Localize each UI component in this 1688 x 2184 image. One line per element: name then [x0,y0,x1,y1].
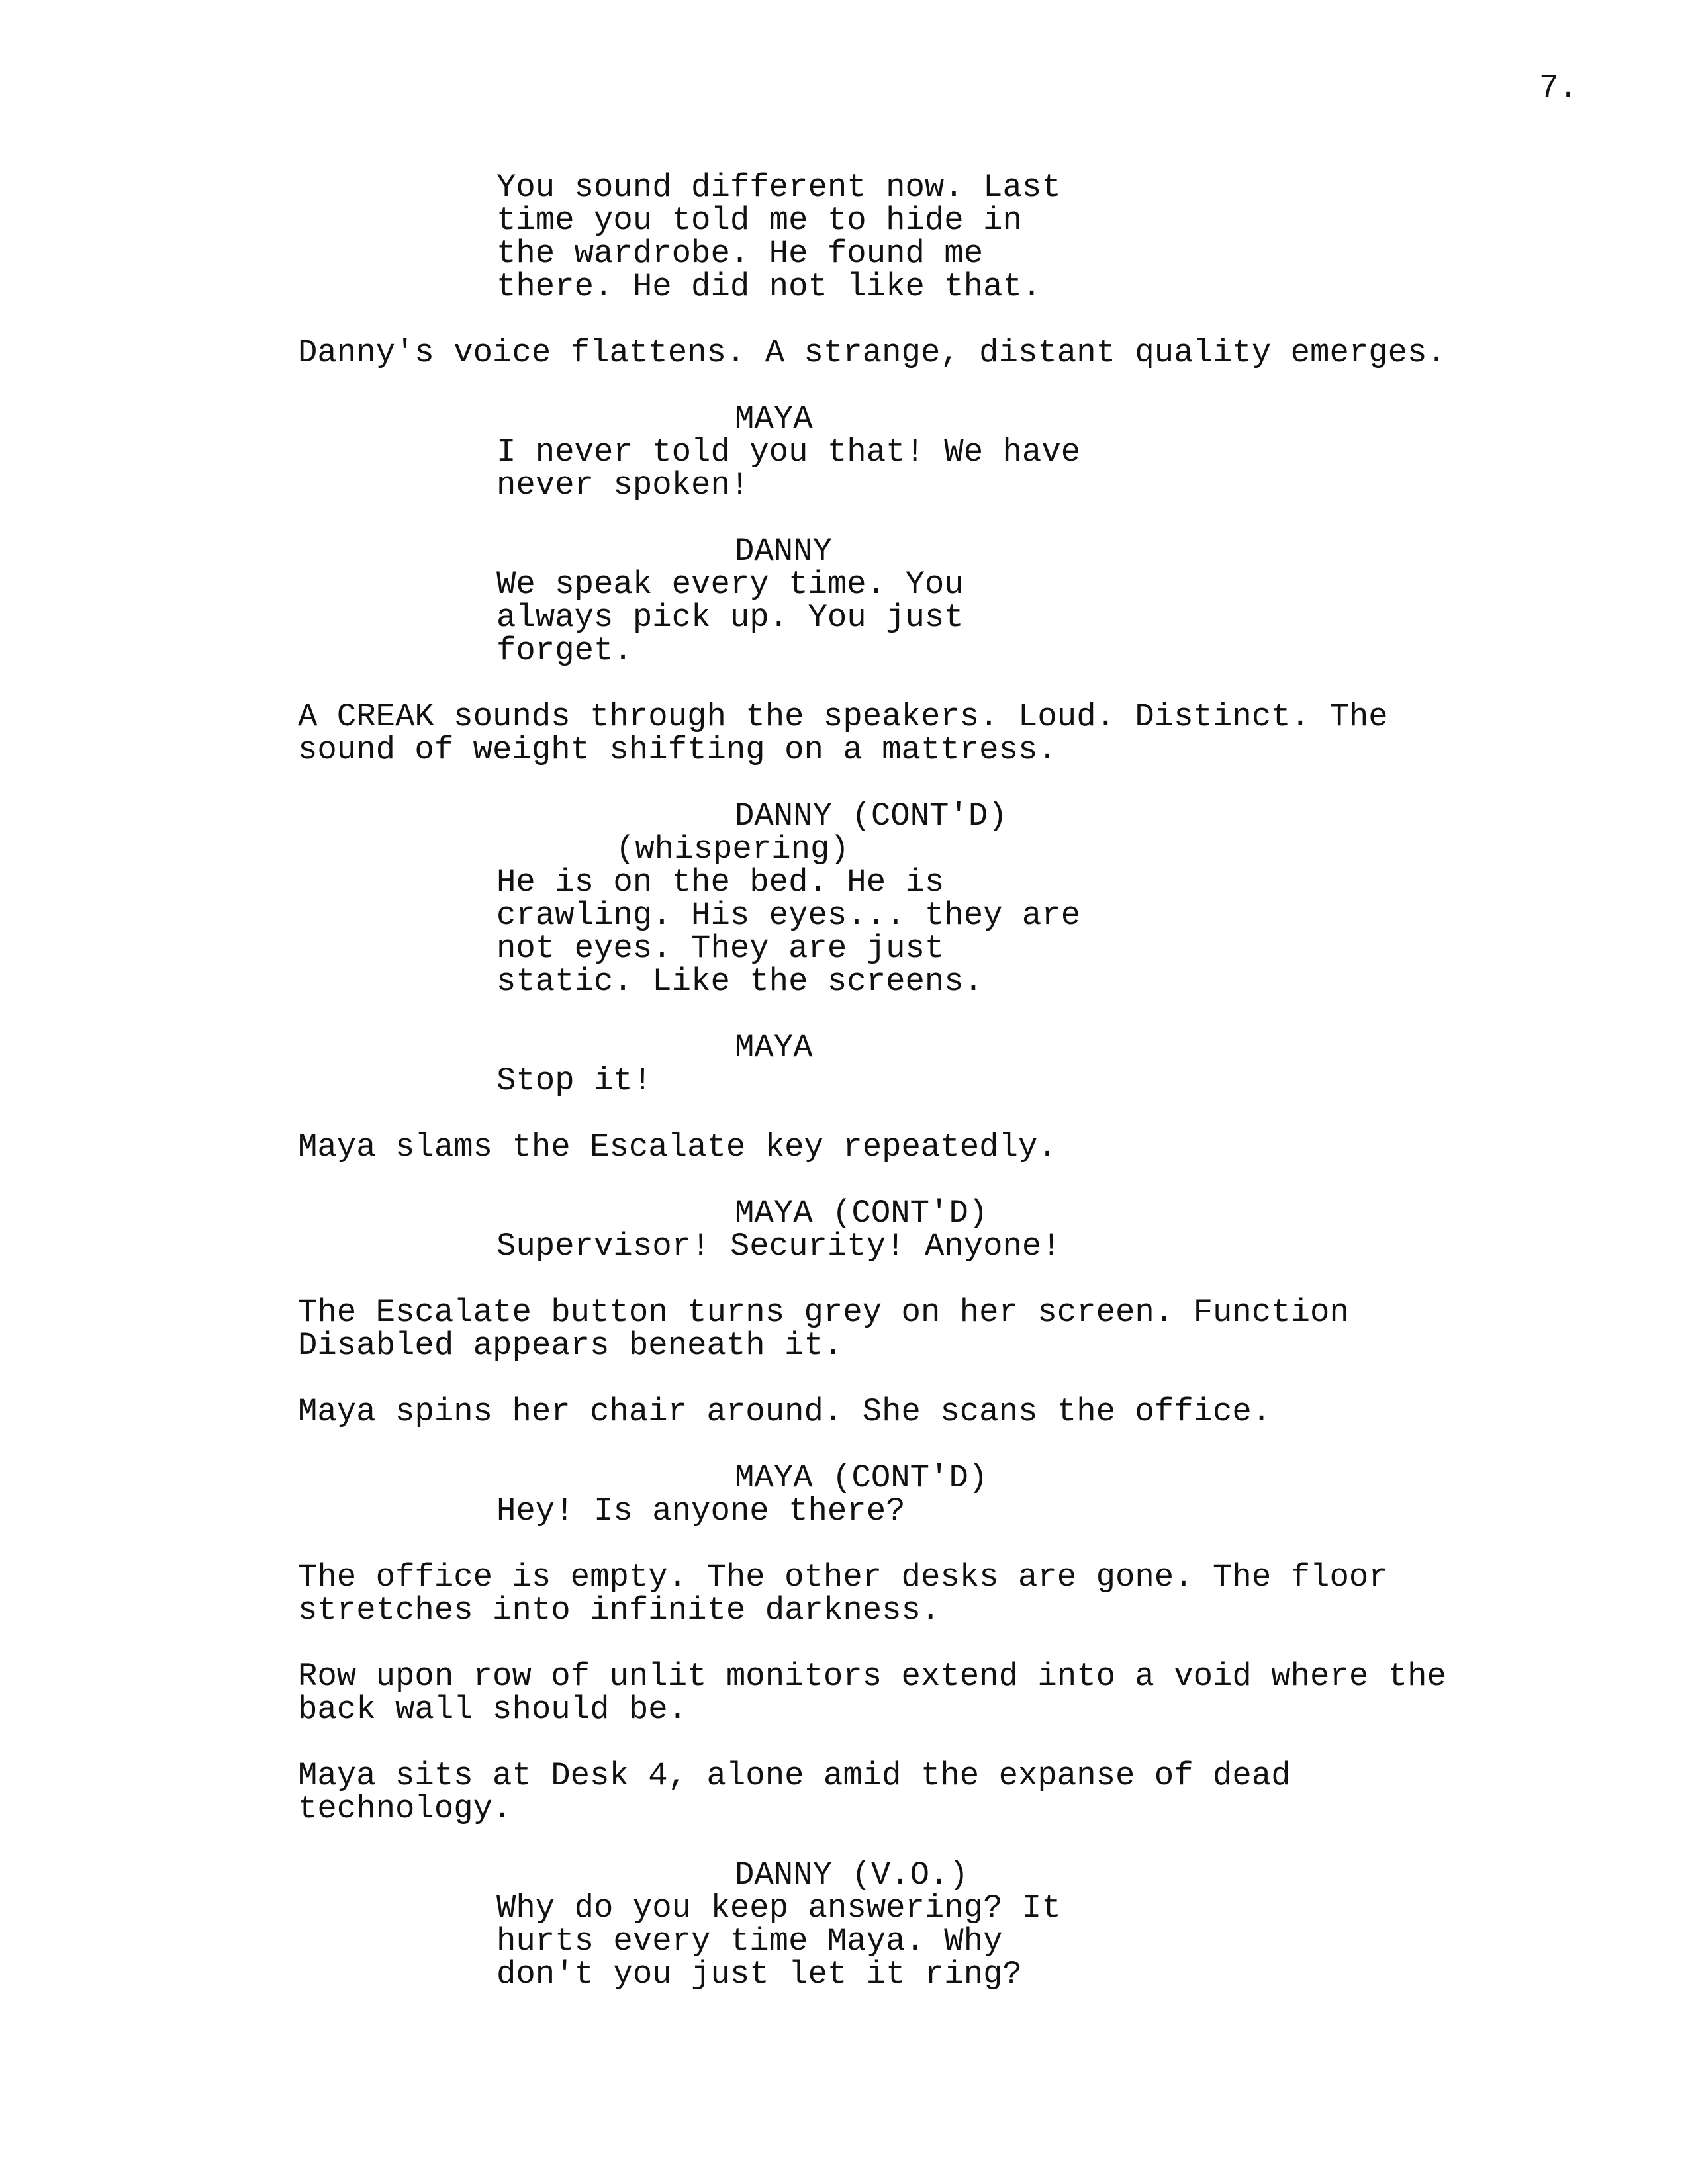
script-line: MAYA (CONT'D) [735,1195,988,1232]
action-line [298,1660,1446,1726]
page-number: 7. [1539,69,1578,107]
script-line: hurts every time Maya. Why [496,1923,1003,1960]
script-line: static. Like the screens. [496,963,984,1000]
script-line: don't you just let it ring? [496,1956,1022,1993]
dialogue-text [496,435,1080,502]
script-line: Stop it! [496,1062,653,1099]
script-line: there. He did not like that. [496,268,1042,305]
script-line: Supervisor! Security! Anyone! [496,1228,1061,1265]
action-line [298,336,1446,369]
script-line: Why do you keep answering? It [496,1889,1061,1927]
script-line: forget. [496,632,633,669]
script-line: I never told you that! We have [496,433,1081,471]
script-line: not eyes. They are just [496,930,945,967]
character-name [735,402,813,435]
character-name [735,1197,988,1230]
action-line [298,1130,1057,1163]
script-line: Disabled appears beneath it. [298,1327,843,1364]
parenthetical [616,833,849,866]
action-line [298,1561,1388,1627]
script-line: DANNY (CONT'D) [735,797,1008,835]
character-name [735,535,832,568]
action-line [298,700,1388,766]
dialogue-text [496,866,1080,998]
action-line [298,1395,1271,1428]
script-line: A CREAK sounds through the speakers. Loud. Distinct. The [298,698,1388,735]
script-line: crawling. His eyes... they are [496,897,1081,934]
script-line: MAYA [735,400,813,437]
script-line: Maya spins her chair around. She scans the office. [298,1393,1272,1430]
dialogue-text [496,1494,906,1527]
script-line: never spoken! [496,467,750,504]
script-line: MAYA [735,1029,813,1066]
script-line: MAYA (CONT'D) [735,1459,988,1496]
character-name [735,1461,988,1494]
action-line [298,1296,1349,1362]
script-line: Row upon row of unlit monitors extend into a void where the [298,1658,1446,1695]
script-line: (whispering) [616,831,849,868]
script-line: Danny's voice flattens. A strange, distant quality emerges. [298,334,1446,371]
script-line: Hey! Is anyone there? [496,1492,906,1529]
script-line: sound of weight shifting on a mattress. [298,731,1057,768]
script-line: He is on the bed. He is [496,864,945,901]
script-line: We speak every time. You [496,566,964,603]
script-line: Maya sits at Desk 4, alone amid the expanse of dead [298,1757,1291,1794]
script-line: DANNY (V.O.) [735,1856,968,1893]
script-line: DANNY [735,533,833,570]
dialogue-text [496,1230,1061,1263]
script-line: The office is empty. The other desks are gone. The floor [298,1559,1388,1596]
dialogue-text [496,1891,1061,1991]
script-line: technology. [298,1790,512,1827]
script-line: always pick up. You just [496,599,964,636]
script-line: stretches into infinite darkness. [298,1592,941,1629]
script-line: back wall should be. [298,1691,688,1728]
dialogue-text [496,568,964,667]
action-line [298,1759,1291,1825]
script-line: You sound different now. Last [496,169,1061,206]
character-name [735,799,1008,833]
dialogue-text [496,171,1061,303]
script-line: the wardrobe. He found me [496,235,984,272]
dialogue-text [496,1064,652,1097]
script-line: The Escalate button turns grey on her screen. Function [298,1294,1349,1331]
script-line: Maya slams the Escalate key repeatedly. [298,1128,1057,1165]
script-line: time you told me to hide in [496,202,1022,239]
character-name [735,1031,813,1064]
character-name [735,1858,968,1891]
